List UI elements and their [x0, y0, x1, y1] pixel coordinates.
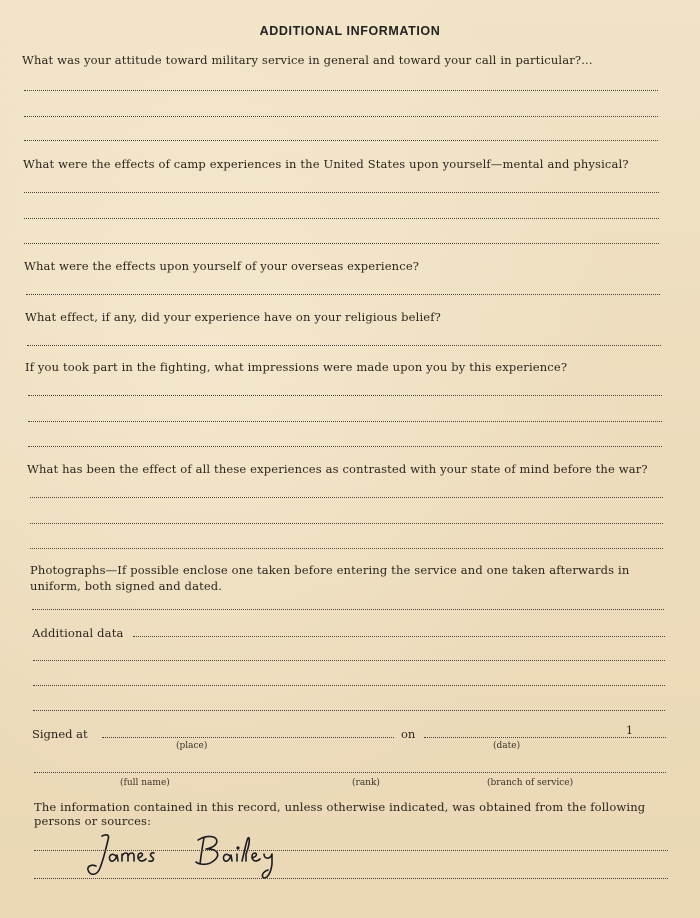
sources-statement: The information contained in this record, unless otherwise indicated, was obtained from the following persons or sources:: [34, 800, 646, 828]
question-overseas-experience: What were the effects upon yourself of your overseas experience?: [24, 259, 420, 273]
rank-caption: (rank): [352, 778, 380, 788]
answer-line[interactable]: [33, 660, 665, 661]
date-caption: (date): [493, 741, 521, 751]
answer-line[interactable]: [24, 140, 658, 141]
answer-line[interactable]: [28, 421, 662, 422]
answer-line[interactable]: [24, 90, 658, 91]
full-name-caption: (full name): [120, 778, 170, 788]
signed-at-place-line[interactable]: [102, 737, 394, 738]
branch-caption: (branch of service): [487, 778, 574, 788]
question-fighting-impressions: If you took part in the fighting, what impressions were made upon you by this experience?: [25, 360, 568, 374]
answer-line[interactable]: [30, 523, 663, 524]
handwritten-signature-icon: [80, 826, 340, 882]
answer-line[interactable]: [28, 446, 662, 447]
question-effect-state-of-mind: What has been the effect of all these experiences as contrasted with your state of mind before the war?: [27, 462, 648, 476]
answer-line[interactable]: [30, 548, 663, 549]
question-camp-experiences: What were the effects of camp experiences in the United States upon yourself—mental and physical?: [23, 157, 629, 171]
additional-data-label: Additional data: [32, 626, 124, 640]
answer-line[interactable]: [28, 395, 662, 396]
source-line[interactable]: [34, 850, 668, 851]
question-attitude-military: What was your attitude toward military service in general and toward your call in particular?...: [22, 53, 593, 67]
answer-line[interactable]: [24, 243, 659, 244]
name-rank-branch-line[interactable]: [34, 772, 666, 773]
answer-line[interactable]: [27, 345, 661, 346]
on-label: on: [401, 727, 416, 741]
signed-at-label: Signed at: [32, 727, 88, 741]
form-title: ADDITIONAL INFORMATION: [259, 24, 441, 38]
answer-line[interactable]: [30, 497, 663, 498]
answer-line[interactable]: [33, 685, 665, 686]
answer-line[interactable]: [24, 192, 659, 193]
photographs-text: Photographs—If possible enclose one taken before entering the service and one taken afterwards in uniform, both signed and dated.: [30, 563, 630, 593]
answer-line[interactable]: [24, 116, 658, 117]
photographs-instruction: [30, 562, 670, 594]
additional-data-line[interactable]: [133, 636, 665, 637]
answer-line[interactable]: [26, 294, 660, 295]
place-caption: (place): [176, 741, 208, 751]
answer-line[interactable]: [32, 609, 664, 610]
source-line[interactable]: [34, 878, 668, 879]
answer-line[interactable]: [24, 218, 659, 219]
answer-line[interactable]: [33, 710, 665, 711]
signed-on-date-line[interactable]: [424, 737, 666, 738]
year-digit: 1: [626, 724, 633, 737]
question-religious-belief: What effect, if any, did your experience have on your religious belief?: [25, 310, 441, 324]
